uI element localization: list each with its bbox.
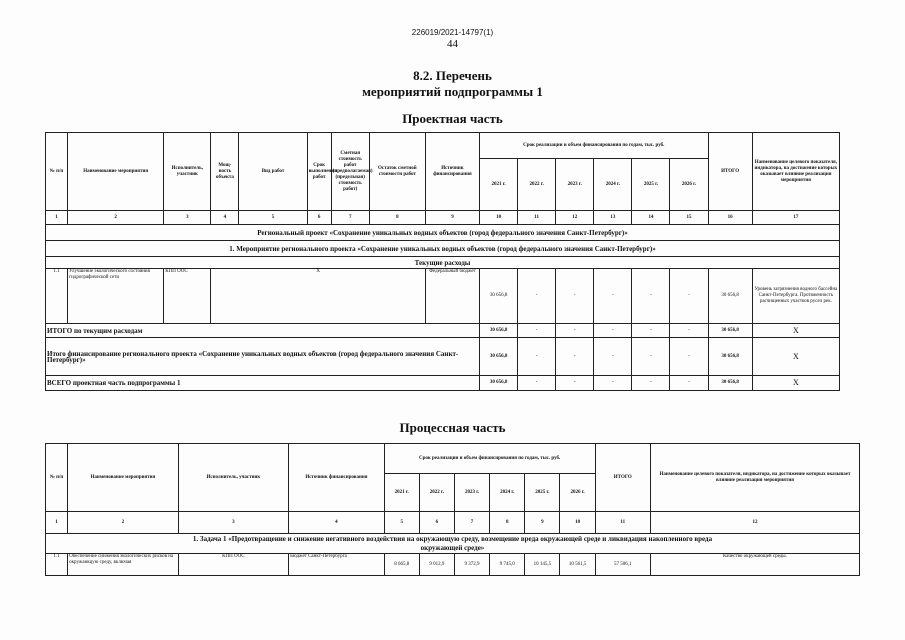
header-funding-source: Источник финансирования xyxy=(425,133,479,211)
header-number: № п/п xyxy=(46,133,68,211)
header-work-type: Вид работ xyxy=(239,133,307,211)
column-number: 5 xyxy=(384,512,419,534)
column-number: 12 xyxy=(556,211,594,225)
column-number: 7 xyxy=(454,512,489,534)
header-total: ИТОГО xyxy=(595,444,650,512)
row-value-2025: 10 145,5 xyxy=(525,554,560,576)
row-number: 1.1 xyxy=(46,554,68,576)
total-value-2025: - xyxy=(632,338,670,376)
row-value-2021: 30 656,8 xyxy=(480,269,518,324)
row-total: 57 506,1 xyxy=(595,554,650,576)
header-funding-source: Источник финансирования xyxy=(289,444,384,512)
regional-project-total-row xyxy=(46,338,840,376)
column-number: 9 xyxy=(425,211,479,225)
header-total: ИТОГО xyxy=(708,133,752,211)
document-registration-stamp: 226019/2021-14797(1) xyxy=(411,28,494,37)
page-number: 44 xyxy=(447,38,458,50)
column-number: 15 xyxy=(670,211,708,225)
row-event-name: Улучшение экологического состояния гидрографической сети xyxy=(68,269,164,324)
header-year: 2023 г. xyxy=(454,474,489,512)
row-indicator: Качество окружающей среды. xyxy=(650,554,859,576)
project-part-heading: Проектная часть xyxy=(402,111,503,126)
total-indicator: Х xyxy=(752,338,839,376)
total-value-2022: - xyxy=(518,324,556,338)
row-value-2025: - xyxy=(632,269,670,324)
header-remaining-cost: Остаток сметной стоимости работ xyxy=(369,133,425,211)
total-value-2021: 30 656,8 xyxy=(480,376,518,391)
total-value-2026: - xyxy=(670,338,708,376)
column-number: 3 xyxy=(164,211,211,225)
column-number: 10 xyxy=(480,211,518,225)
header-event-name: Наименование мероприятия xyxy=(68,444,179,512)
row-executor: КПП ООС xyxy=(164,269,211,324)
header-year: 2022 г. xyxy=(518,159,556,211)
row-value-2023: - xyxy=(556,269,594,324)
total-value-2021: 30 656,8 xyxy=(480,324,518,338)
table-row xyxy=(46,554,860,576)
total-value-2022: - xyxy=(518,376,556,391)
row-total: 30 656,8 xyxy=(708,269,752,324)
total-value-2024: - xyxy=(594,324,632,338)
row-value-2023: 9 372,9 xyxy=(454,554,489,576)
column-number: 11 xyxy=(595,512,650,534)
header-term: Срок выполнения работ xyxy=(307,133,331,211)
total-indicator: Х xyxy=(752,324,839,338)
row-value-2026: 10 561,5 xyxy=(560,554,595,576)
row-value-2026: - xyxy=(670,269,708,324)
total-value-sum: 30 656,8 xyxy=(708,338,752,376)
current-expenses-total-row xyxy=(46,324,840,338)
title-line-2: мероприятий подпрограммы 1 xyxy=(362,84,543,99)
header-period-funding: Срок реализации и объем финансирования по годам, тыс. руб. xyxy=(384,444,595,474)
header-indicator: Наименование целевого показателя, индикатора, на достижение которых оказывает влияние реализация мероприятия xyxy=(752,133,839,211)
total-value-2022: - xyxy=(518,338,556,376)
header-event-name: Наименование мероприятия xyxy=(68,133,164,211)
event-title: 1. Мероприятие регионального проекта «Сохранение уникальных водных объектов (город федерального значения Санкт-Петербург)» xyxy=(46,241,840,257)
column-number: 4 xyxy=(289,512,384,534)
total-value-2023: - xyxy=(556,338,594,376)
row-funding-source: Бюджет Санкт-Петербурга xyxy=(289,554,384,576)
column-number: 12 xyxy=(650,512,859,534)
header-year: 2021 г. xyxy=(384,474,419,512)
task-title: 1. Задача 1 «Предотвращение и снижение негативного воздействия на окружающую среду, возмещение вреда окружающей среде и ликвидация накопленного вреда окружающей среде» xyxy=(46,534,860,554)
row-value-2024: 9 745,0 xyxy=(490,554,525,576)
header-year: 2023 г. xyxy=(556,159,594,211)
header-capacity: Мощ-ность объекта xyxy=(211,133,239,211)
row-number: 1.1 xyxy=(46,269,68,324)
row-value-2022: - xyxy=(518,269,556,324)
column-number: 11 xyxy=(518,211,556,225)
header-executor: Исполнитель, участник xyxy=(164,133,211,211)
total-value-2021: 30 656,8 xyxy=(480,338,518,376)
total-label: ИТОГО по текущим расходам xyxy=(46,324,480,338)
row-indicator: Уровень загрязнения водного бассейна Санкт-Петербурга. Протяженность расчищенных участков русел рек. xyxy=(752,269,839,324)
column-number: 1 xyxy=(46,512,68,534)
column-number: 2 xyxy=(68,512,179,534)
row-value-2022: 9 012,9 xyxy=(419,554,454,576)
header-year: 2024 г. xyxy=(490,474,525,512)
header-year: 2024 г. xyxy=(594,159,632,211)
total-value-2024: - xyxy=(594,376,632,391)
header-period-funding: Срок реализации и объем финансирования по годам, тыс. руб. xyxy=(480,133,709,159)
total-value-2024: - xyxy=(594,338,632,376)
column-number: 14 xyxy=(632,211,670,225)
regional-project-title: Региональный проект «Сохранение уникальных водных объектов (город федерального значения Санкт-Петербург)» xyxy=(46,225,840,241)
column-number: 8 xyxy=(369,211,425,225)
header-year: 2025 г. xyxy=(632,159,670,211)
header-indicator: Наименование целевого показателя, индикатора, на достижение которых оказывает влияние реализация мероприятия xyxy=(650,444,859,512)
row-value-2021: 8 665,8 xyxy=(384,554,419,576)
total-value-2026: - xyxy=(670,324,708,338)
total-value-2023: - xyxy=(556,376,594,391)
column-number: 6 xyxy=(307,211,331,225)
header-year: 2022 г. xyxy=(419,474,454,512)
column-number: 9 xyxy=(525,512,560,534)
column-number: 7 xyxy=(331,211,369,225)
row-event-name: Обеспечение снижения экологических рисков на окружающую среду, включая xyxy=(68,554,179,576)
row-work-type: Х xyxy=(211,269,426,324)
header-year: 2025 г. xyxy=(525,474,560,512)
total-value-2023: - xyxy=(556,324,594,338)
column-number: 10 xyxy=(560,512,595,534)
total-label: ВСЕГО проектная часть подпрограммы 1 xyxy=(46,376,480,391)
header-number: № п/п xyxy=(46,444,68,512)
document-title xyxy=(0,68,905,100)
column-number: 6 xyxy=(419,512,454,534)
column-number: 2 xyxy=(68,211,164,225)
header-executor: Исполнитель, участник xyxy=(178,444,289,512)
total-value-2025: - xyxy=(632,324,670,338)
header-year: 2021 г. xyxy=(480,159,518,211)
total-value-2025: - xyxy=(632,376,670,391)
project-part-table xyxy=(45,132,840,391)
header-estimated-cost: Сметная стоимость работ (предполагаемая) (предельная) стоимость работ) xyxy=(331,133,369,211)
column-number: 3 xyxy=(178,512,289,534)
table-row xyxy=(46,269,840,324)
project-part-total-row xyxy=(46,376,840,391)
column-number: 16 xyxy=(708,211,752,225)
total-value-2026: - xyxy=(670,376,708,391)
column-number: 17 xyxy=(752,211,839,225)
total-value-sum: 30 656,8 xyxy=(708,376,752,391)
process-part-heading: Процессная часть xyxy=(399,420,506,435)
header-year: 2026 г. xyxy=(670,159,708,211)
column-number: 4 xyxy=(211,211,239,225)
process-part-table xyxy=(45,443,860,576)
row-executor: КПП ООС xyxy=(178,554,289,576)
total-label: Итого финансирование регионального проекта «Сохранение уникальных водных объектов (город федерального значения Санкт-Петербург)» xyxy=(46,338,480,376)
column-number-row xyxy=(46,211,840,225)
header-year: 2026 г. xyxy=(560,474,595,512)
current-expenses-title: Текущие расходы xyxy=(46,257,840,269)
row-funding-source: Федеральный бюджет xyxy=(425,269,479,324)
total-value-sum: 30 656,8 xyxy=(708,324,752,338)
title-line-1: 8.2. Перечень xyxy=(413,68,492,83)
row-value-2024: - xyxy=(594,269,632,324)
column-number: 1 xyxy=(46,211,68,225)
column-number: 8 xyxy=(490,512,525,534)
column-number-row xyxy=(46,512,860,534)
column-number: 13 xyxy=(594,211,632,225)
column-number: 5 xyxy=(239,211,307,225)
total-indicator: Х xyxy=(752,376,839,391)
